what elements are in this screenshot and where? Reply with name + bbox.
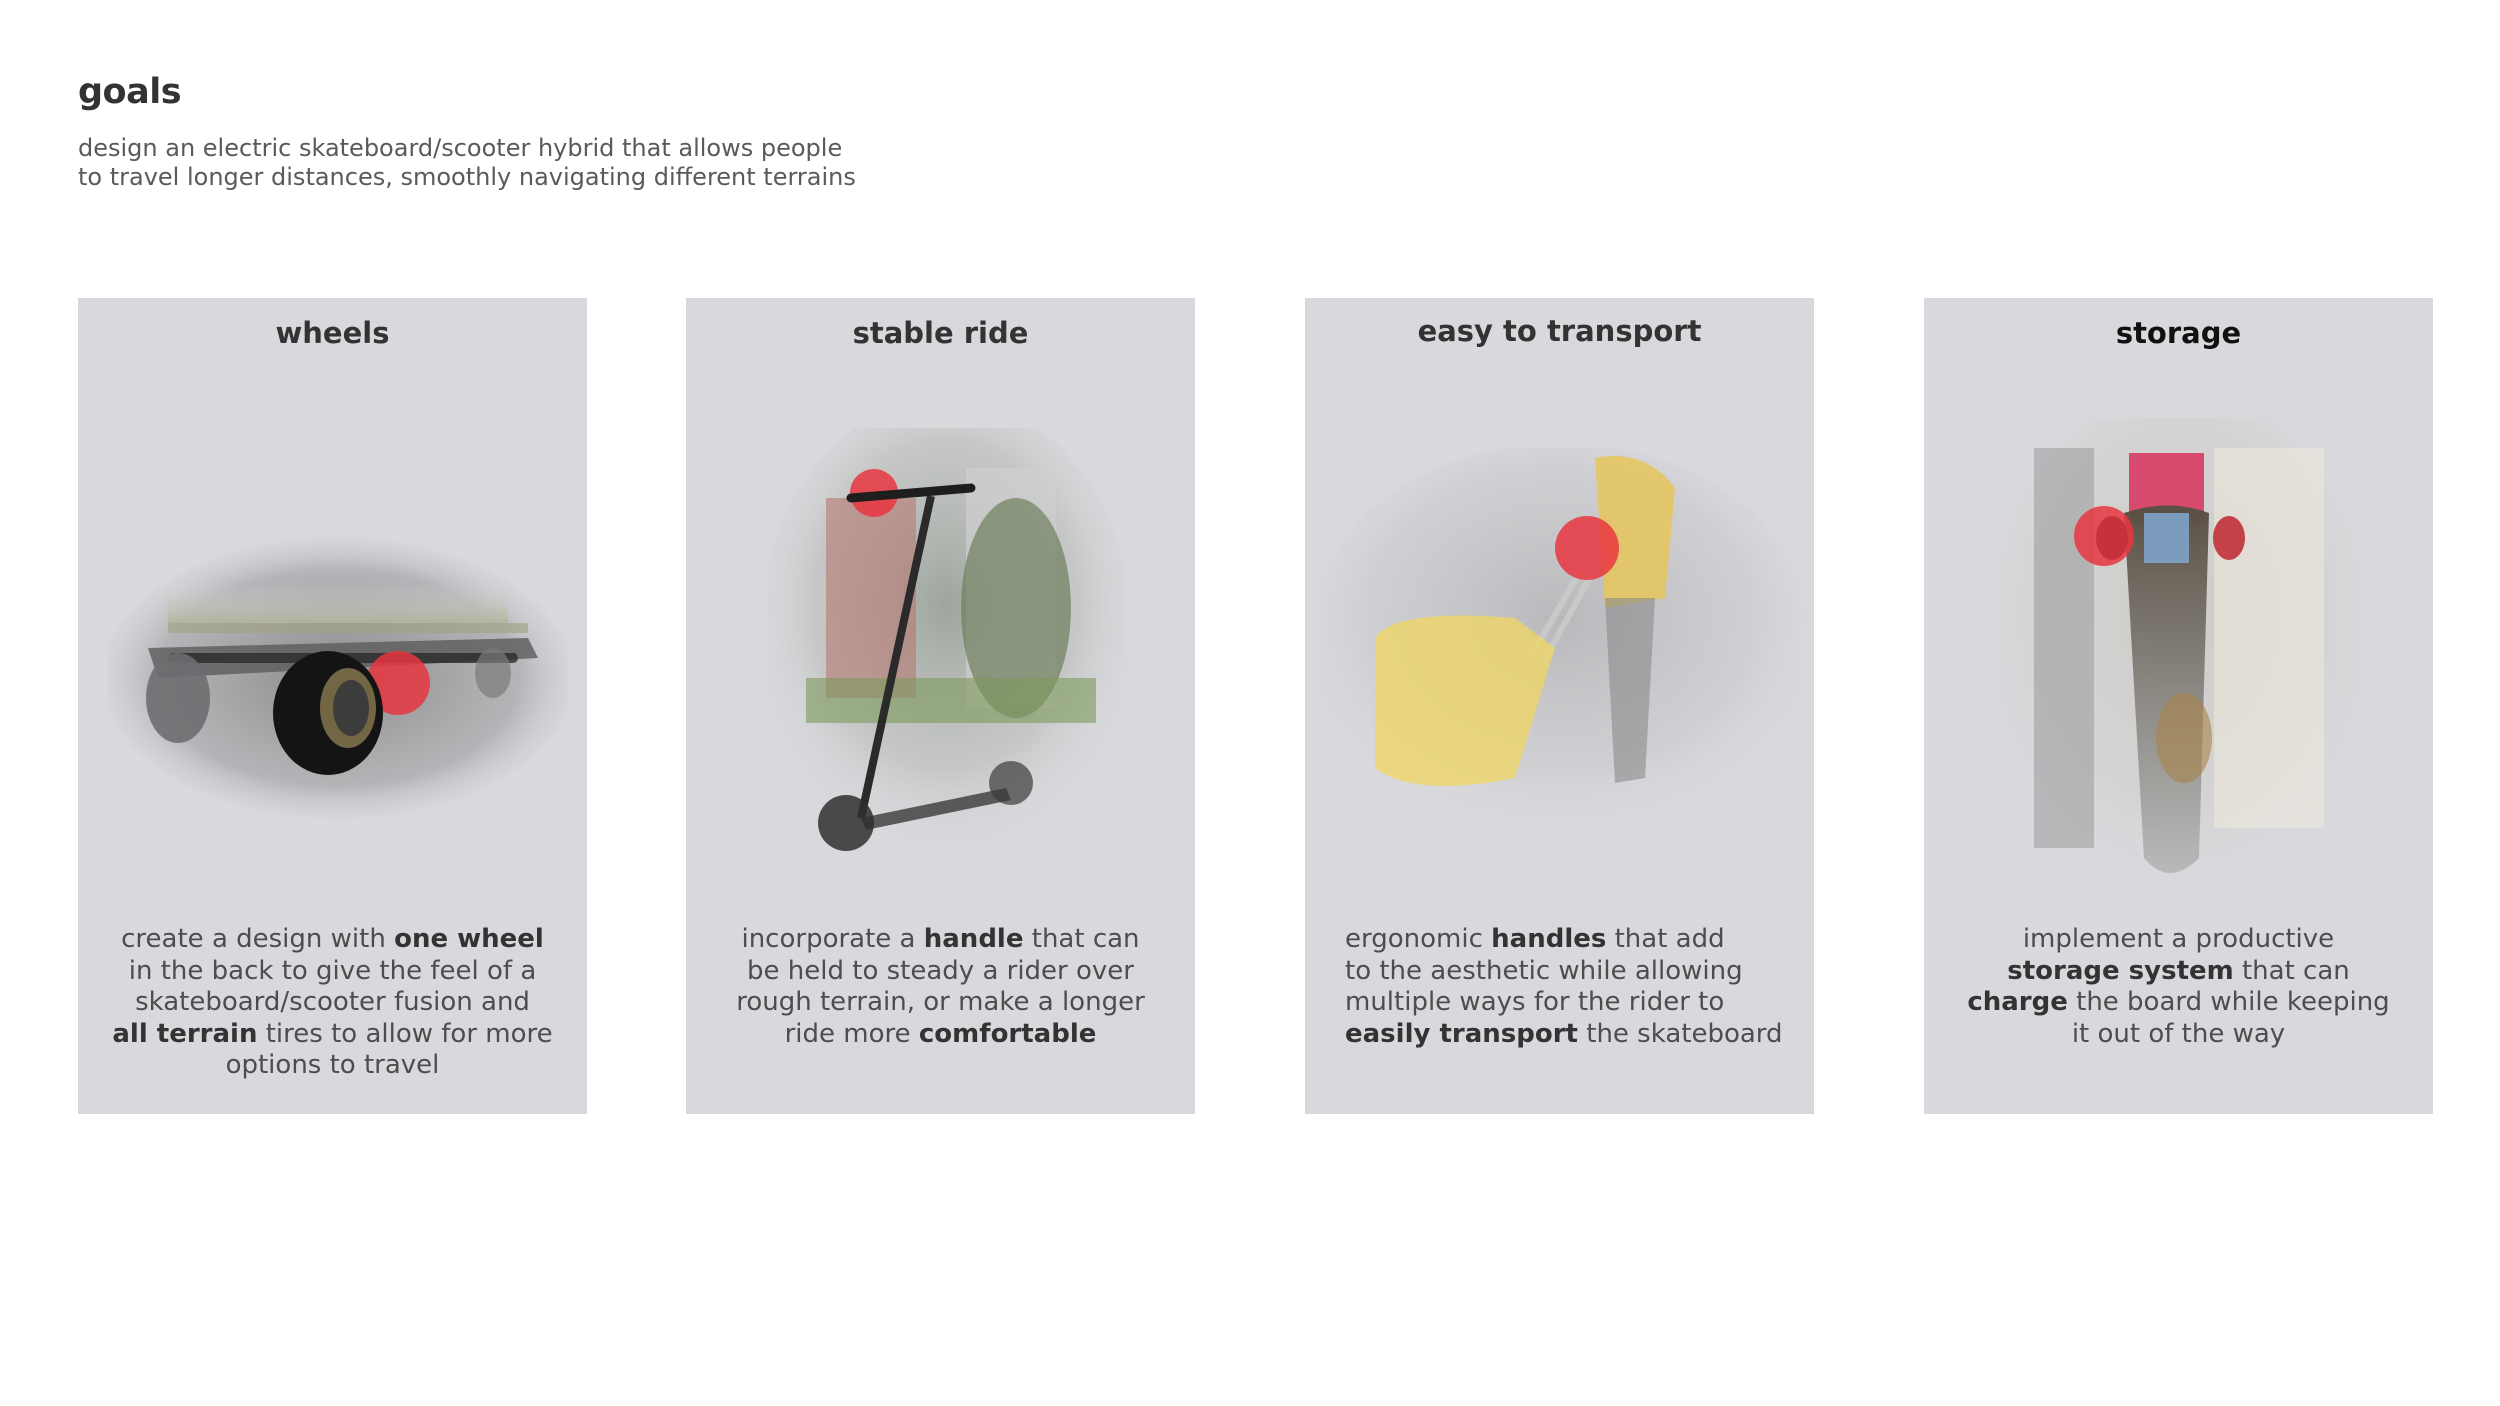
- text-line: incorporate a handle that can: [741, 924, 1140, 954]
- subtitle-line: design an electric skateboard/scooter hybrid that allows people: [78, 134, 843, 162]
- card-description: [686, 924, 1195, 1050]
- text-line: storage system that can: [2007, 955, 2350, 986]
- text-line: ergonomic handles that add: [1345, 924, 1725, 954]
- text-line: options to travel: [225, 1050, 440, 1080]
- card-title: storage: [2115, 316, 2242, 350]
- text-line: multiple ways for the rider to: [1345, 987, 1725, 1017]
- card-title: easy to transport: [1417, 314, 1702, 348]
- card-title: stable ride: [852, 316, 1029, 350]
- card-title: wheels: [275, 316, 390, 350]
- page-title: goals: [78, 72, 182, 112]
- text-line: be held to steady a rider over: [747, 955, 1134, 986]
- wall-mounted-longboard-photo: [1994, 418, 2364, 898]
- text-line: it out of the way: [2071, 1018, 2286, 1049]
- card-description: [78, 924, 587, 1082]
- text-line: create a design with one wheel: [121, 924, 544, 954]
- text-line: ride more comfortable: [784, 1018, 1097, 1049]
- page-subtitle: [78, 134, 978, 192]
- goal-card-storage: [1924, 298, 2433, 1114]
- text-line: in the back to give the feel of a: [128, 955, 537, 986]
- text-line: rough terrain, or make a longer: [736, 987, 1145, 1017]
- rolling-suitcase-handle-photo: [1315, 448, 1805, 828]
- text-line: all terrain tires to allow for more: [112, 1018, 553, 1049]
- text-line: implement a productive: [2022, 924, 2335, 954]
- goal-card-stable-ride: [686, 298, 1195, 1114]
- electric-skateboard-wheel-photo: [108, 528, 568, 818]
- highlight-marker: [1555, 516, 1619, 580]
- goal-card-wheels: [78, 298, 587, 1114]
- goal-card-easy-to-transport: [1305, 298, 1814, 1114]
- subtitle-line: to travel longer distances, smoothly navigating different terrains: [78, 163, 856, 191]
- card-description: [1924, 924, 2433, 1050]
- text-line: easily transport the skateboard: [1345, 1018, 1783, 1049]
- electric-scooter-handle-photo: [766, 428, 1126, 868]
- card-description: [1345, 924, 1804, 1050]
- text-line: to the aesthetic while allowing: [1345, 955, 1743, 986]
- text-line: charge the board while keeping: [1967, 987, 2390, 1017]
- text-line: skateboard/scooter fusion and: [135, 987, 530, 1017]
